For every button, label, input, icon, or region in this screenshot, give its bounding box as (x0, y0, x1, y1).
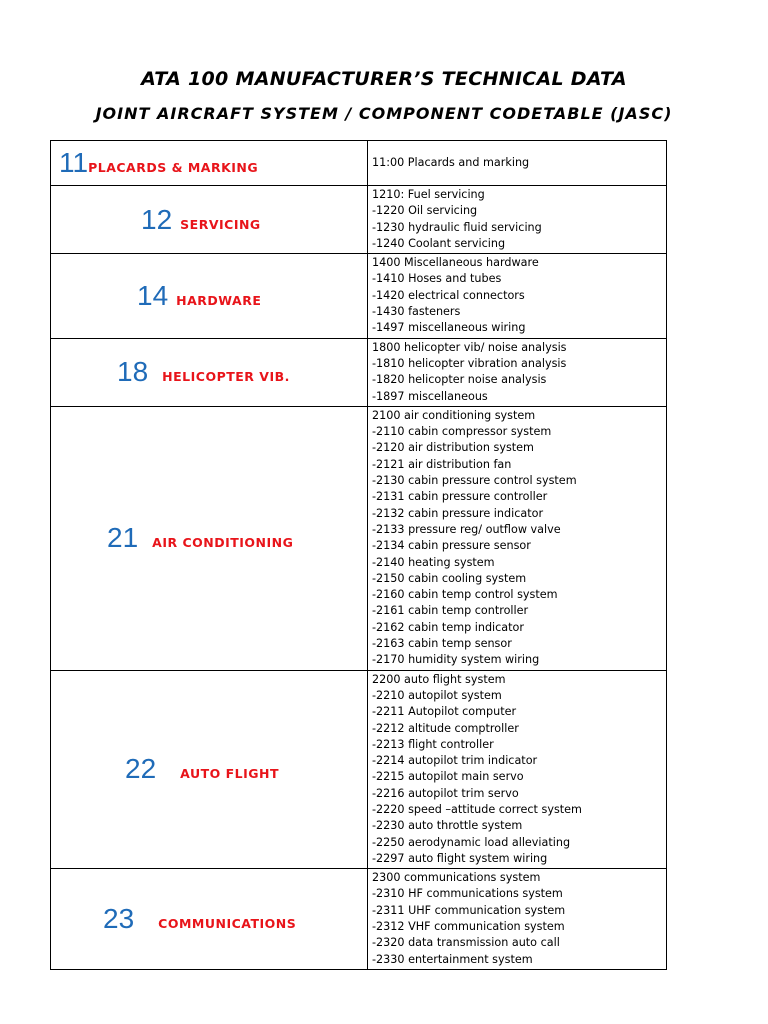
chapter-cell (51, 254, 368, 338)
chapter-number: 21 (107, 522, 139, 554)
table-row (51, 406, 667, 670)
chapter-cell (51, 869, 368, 970)
subcode-item: -2310 HF communications system (372, 887, 563, 901)
chapter-number: 18 (117, 356, 149, 388)
subcode-item: -1410 Hoses and tubes (372, 272, 502, 286)
subcode-item: -2330 entertainment system (372, 952, 533, 966)
subcodes-cell (368, 406, 667, 670)
chapter-label: HELICOPTER VIB. (162, 369, 290, 385)
subcode-item: 1210: Fuel servicing (372, 188, 485, 201)
subcode-item: -1240 Coolant servicing (372, 236, 506, 250)
subcode-item: -1220 Oil servicing (372, 204, 478, 218)
subcode-item: -2230 auto throttle system (372, 819, 523, 833)
document-subtitle: JOINT AIRCRAFT SYSTEM / COMPONENT CODETABLE (JASC) (95, 104, 673, 123)
table-row (51, 186, 667, 254)
subcode-item: -2213 flight controller (372, 737, 494, 751)
subcode-item: -1820 helicopter noise analysis (372, 373, 547, 387)
subcodes-cell (368, 254, 667, 338)
subcode-item: -2134 cabin pressure sensor (372, 539, 531, 553)
table-body (51, 141, 667, 970)
table-row (51, 869, 667, 970)
subcode-item: -2212 altitude comptroller (372, 721, 519, 735)
subcode-item: -2160 cabin temp control system (372, 588, 558, 602)
subcode-item: -2215 autopilot main servo (372, 770, 524, 784)
subcode-item: 2300 communications system (372, 871, 541, 885)
table-row (51, 338, 667, 406)
subcode-item: -2214 autopilot trim indicator (372, 754, 538, 768)
subcode-item: -1497 miscellaneous wiring (372, 321, 526, 335)
subcode-item: 2100 air conditioning system (372, 408, 536, 422)
chapter-number: 11 (59, 147, 89, 178)
chapter-cell (51, 186, 368, 254)
chapter-heading (125, 753, 279, 785)
subcode-item: -2110 cabin compressor system (372, 425, 552, 439)
subcode-item: -2130 cabin pressure control system (372, 474, 577, 488)
chapter-cell (51, 338, 368, 406)
subcode-item: -2170 humidity system wiring (372, 653, 540, 667)
subcode-item: -2210 autopilot system (372, 688, 502, 702)
chapter-label: SERVICING (180, 216, 261, 232)
chapter-heading (59, 147, 258, 179)
chapter-cell (51, 406, 368, 670)
subcode-item: -2140 heating system (372, 555, 495, 569)
table-row (51, 254, 667, 338)
table-row (51, 141, 667, 186)
chapter-cell (51, 141, 368, 186)
chapter-heading (107, 522, 293, 554)
subcode-item: -1897 miscellaneous (372, 389, 488, 403)
subcodes-cell (368, 670, 667, 869)
subcode-item: -1420 electrical connectors (372, 288, 525, 302)
jasc-code-table (50, 140, 667, 970)
subcode-item: -2250 aerodynamic load alleviating (372, 835, 571, 849)
document-title: ATA 100 MANUFACTURER’S TECHNICAL DATA (141, 68, 627, 90)
subcodes-cell (368, 338, 667, 406)
subcode-item: -1810 helicopter vibration analysis (372, 356, 567, 370)
subcode-item: -2161 cabin temp controller (372, 604, 529, 618)
subcode-item: -2311 UHF communication system (372, 903, 566, 917)
subcode-item: 1400 Miscellaneous hardware (372, 256, 539, 270)
subcode-item: -2120 air distribution system (372, 441, 534, 455)
subcode-item: -2132 cabin pressure indicator (372, 506, 544, 520)
subcode-item: -2163 cabin temp sensor (372, 637, 512, 651)
subcodes-cell (368, 141, 667, 186)
subcode-item: -2211 Autopilot computer (372, 705, 517, 719)
subcode-item: -2150 cabin cooling system (372, 571, 527, 585)
chapter-number: 14 (137, 279, 169, 311)
chapter-label: PLACARDS & MARKING (88, 160, 259, 175)
subcode-item: 11:00 Placards and marking (372, 155, 530, 169)
subcode-item: -2312 VHF communication system (372, 920, 565, 934)
chapter-label: AUTO FLIGHT (180, 766, 280, 782)
chapter-heading (103, 903, 296, 935)
chapter-heading (117, 356, 290, 388)
subcode-item: -2133 pressure reg/ outflow valve (372, 522, 561, 536)
subcode-item: -2320 data transmission auto call (372, 936, 560, 950)
subcode-item: -2297 auto flight system wiring (372, 851, 548, 865)
subcode-item: -1430 fasteners (372, 305, 461, 319)
subcodes-cell (368, 869, 667, 970)
chapter-label: HARDWARE (176, 292, 262, 308)
subcode-item: -2131 cabin pressure controller (372, 490, 548, 504)
chapter-heading (141, 204, 261, 236)
subcodes-cell (368, 186, 667, 254)
chapter-number: 23 (103, 903, 135, 935)
subcode-item: -2220 speed –attitude correct system (372, 802, 582, 816)
chapter-heading (137, 280, 261, 312)
subcode-item: -2216 autopilot trim servo (372, 786, 519, 800)
chapter-number: 22 (125, 753, 157, 785)
chapter-label: COMMUNICATIONS (158, 916, 297, 932)
table-row (51, 670, 667, 869)
subcode-item: -2121 air distribution fan (372, 457, 512, 471)
subcode-item: -2162 cabin temp indicator (372, 620, 524, 634)
chapter-label: AIR CONDITIONING (152, 535, 294, 551)
subcode-item: 1800 helicopter vib/ noise analysis (372, 340, 567, 354)
chapter-cell (51, 670, 368, 869)
subcode-item: -1230 hydraulic fluid servicing (372, 220, 542, 234)
chapter-number: 12 (141, 203, 173, 235)
subcode-item: 2200 auto flight system (372, 672, 506, 686)
